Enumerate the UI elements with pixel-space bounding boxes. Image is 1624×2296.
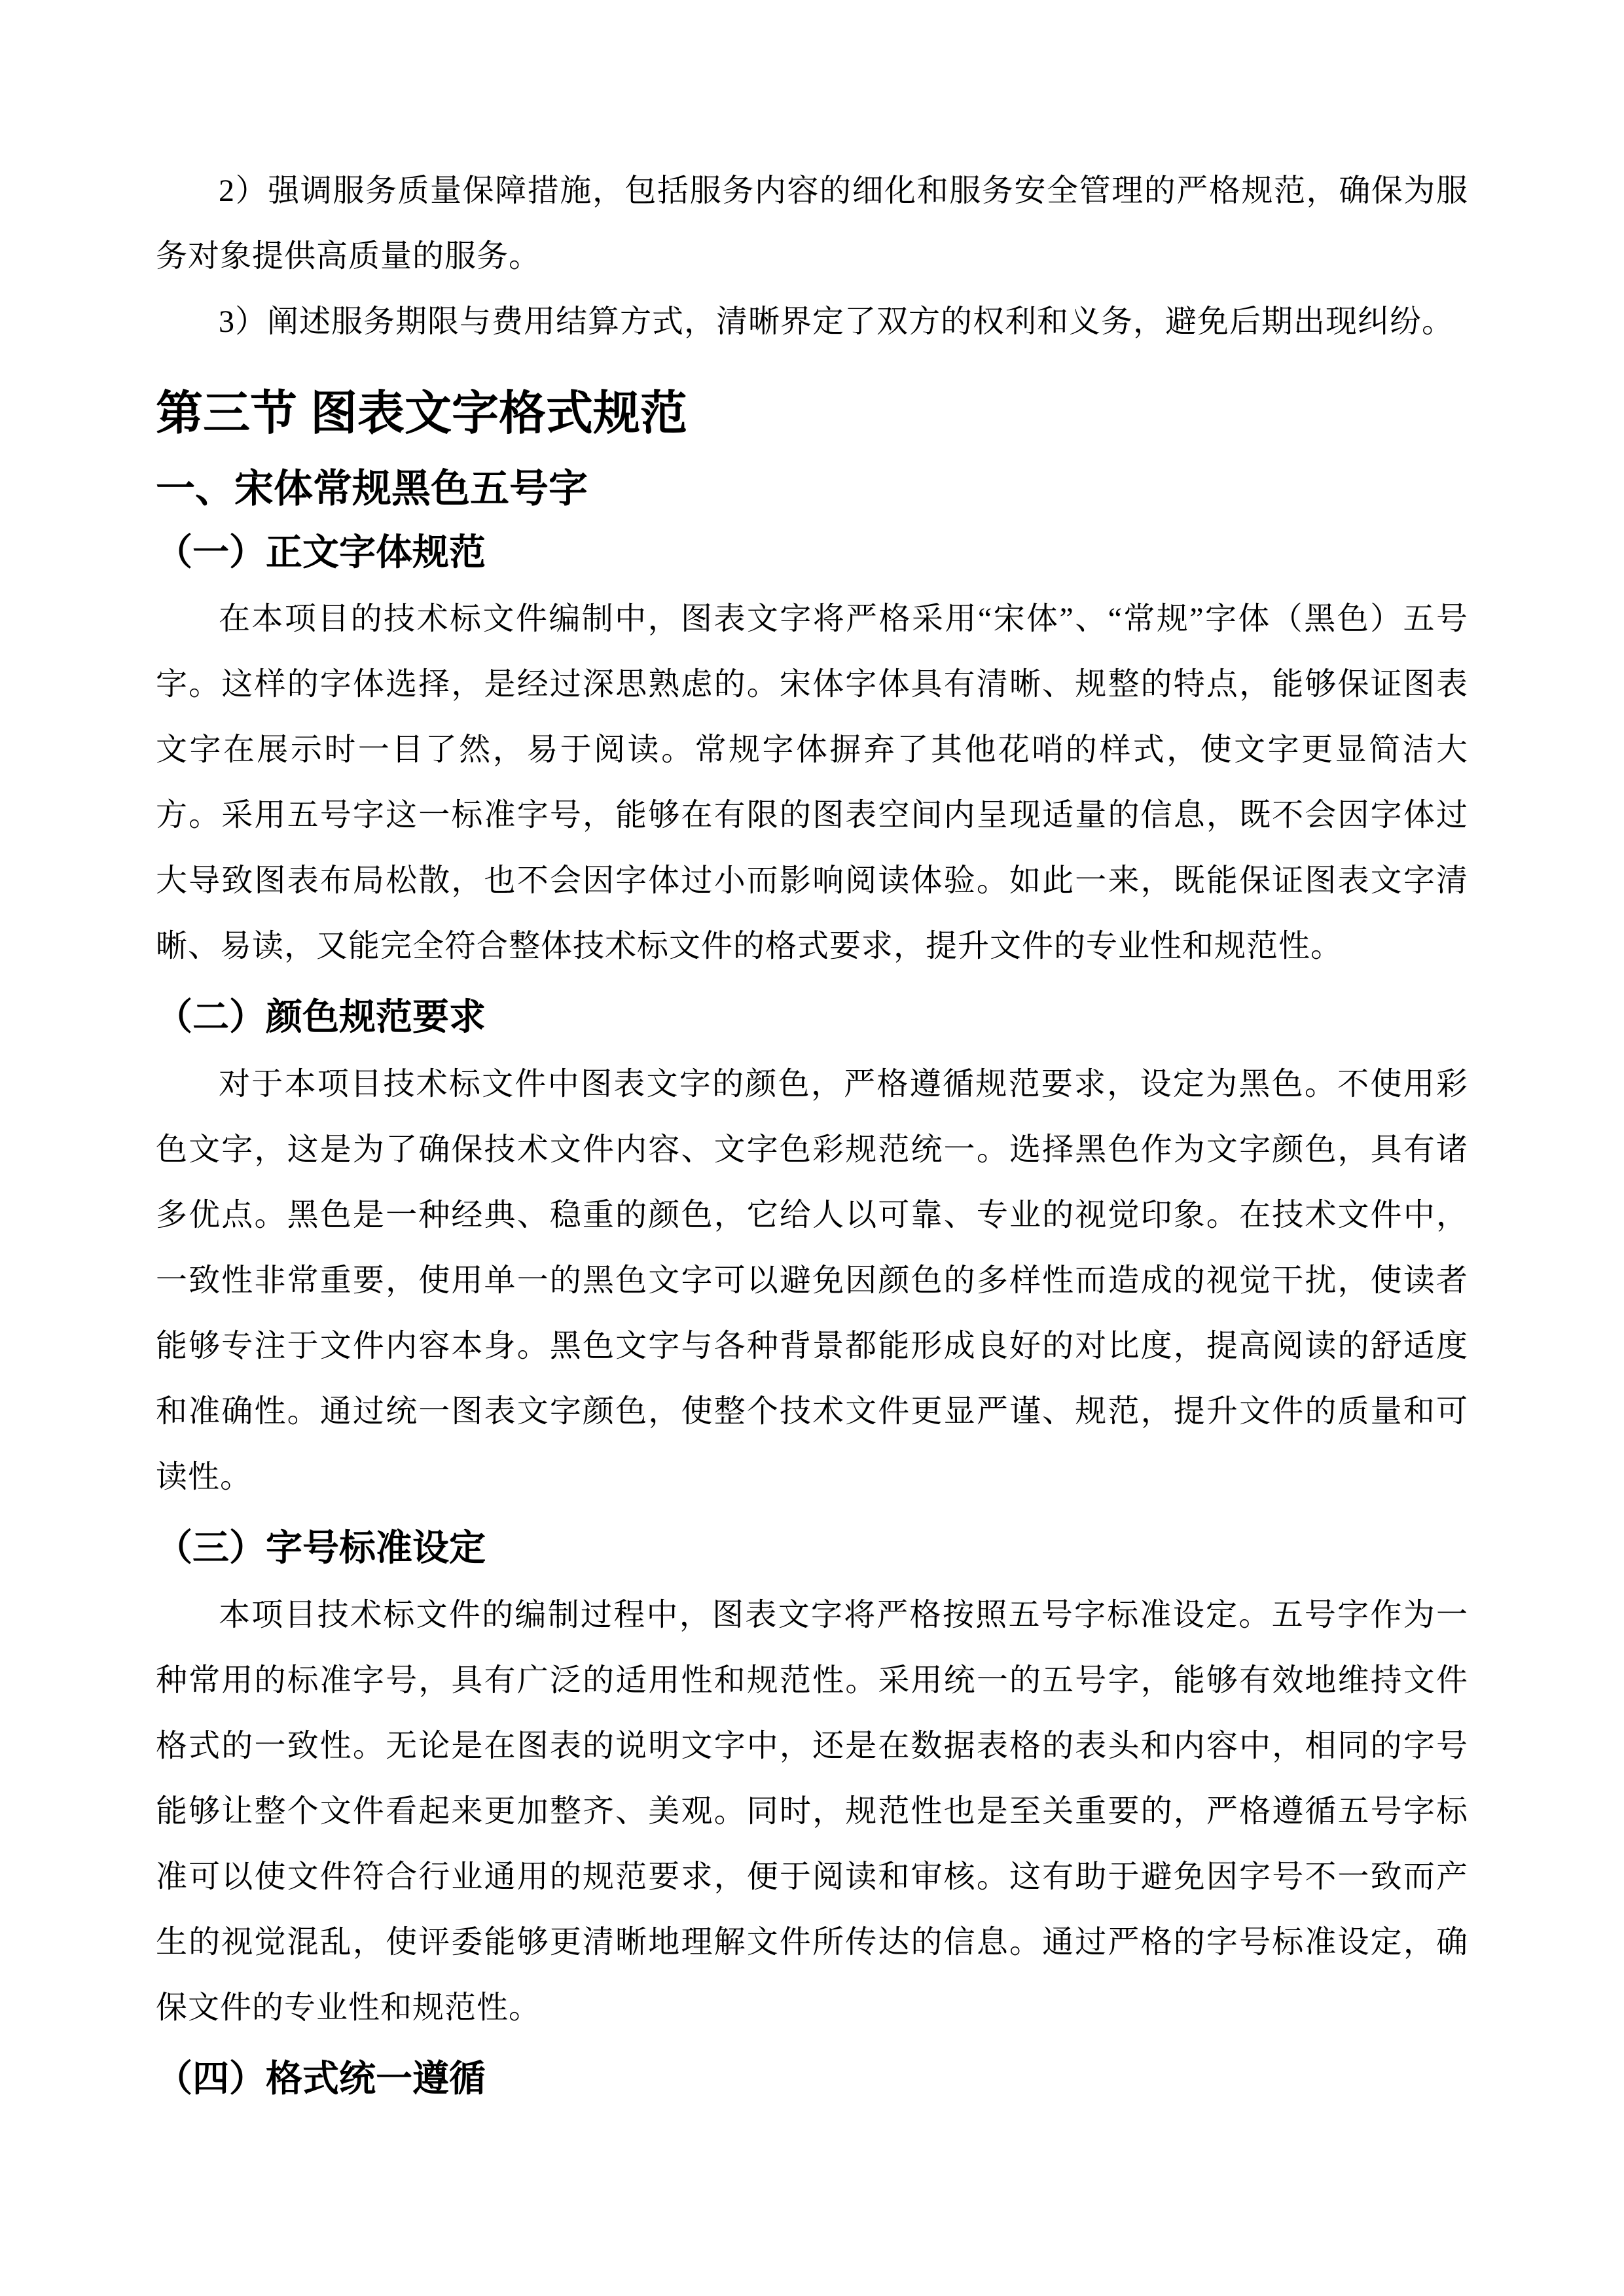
clause-1-body: 在本项目的技术标文件编制中，图表文字将严格采用“宋体”、“常规”字体（黑色）五号字。这样的字体选择，是经过深思熟虑的。宋体字体具有清晰、规整的特点，能够保证图表文字在展示时一目了然，易于阅读。常规字体摒弃了其他花哨的样式，使文字更显简洁大方。采用五号字这一标准字号，能够在有限的图表空间内呈现适量的信息，既不会因字体过大导致图表布局松散，也不会因字体过小而影响阅读体验。如此一来，既能保证图表文字清晰、易读，又能完全符合整体技术标文件的格式要求，提升文件的专业性和规范性。 [156,601,1468,964]
clause-4-heading: （四）格式统一遵循 [156,2057,486,2099]
clause-3-body: 本项目技术标文件的编制过程中，图表文字将严格按照五号字标准设定。五号字作为一种常用的标准字号，具有广泛的适用性和规范性。采用统一的五号字，能够有效地维持文件格式的一致性。无论是在图表的说明文字中，还是在数据表格的表头和内容中，相同的字号能够让整个文件看起来更加整齐、美观。同时，规范性也是至关重要的，严格遵循五号字标准可以使文件符合行业通用的规范要求，便于阅读和审核。这有助于避免因字号不一致而产生的视觉混乱，使评委能够更清晰地理解文件所传达的信息。通过严格的字号标准设定，确保文件的专业性和规范性。 [156,1597,1468,2025]
paragraph-item-2: 2）强调服务质量保障措施，包括服务内容的细化和服务安全管理的严格规范，确保为服务对象提供高质量的服务。 [156,173,1468,274]
clause-3-heading: （三）字号标准设定 [156,1527,486,1569]
section-title: 第三节 图表文字格式规范 [156,387,688,440]
paragraph-item-3: 3）阐述服务期限与费用结算方式，清晰界定了双方的权利和义务，避免后期出现纠纷。 [219,304,1454,339]
clause-2-heading: （二）颜色规范要求 [156,996,486,1038]
clause-2-body: 对于本项目技术标文件中图表文字的颜色，严格遵循规范要求，设定为黑色。不使用彩色文字，这是为了确保技术文件内容、文字色彩规范统一。选择黑色作为文字颜色，具有诸多优点。黑色是一种经典、稳重的颜色，它给人以可靠、专业的视觉印象。在技术文件中，一致性非常重要，使用单一的黑色文字可以避免因颜色的多样性而造成的视觉干扰，使读者能够专注于文件内容本身。黑色文字与各种背景都能形成良好的对比度，提高阅读的舒适度和准确性。通过统一图表文字颜色，使整个技术文件更显严谨、规范，提升文件的质量和可读性。 [156,1067,1468,1495]
subsection-title: 一、宋体常规黑色五号字 [156,466,588,511]
clause-1-heading: （一）正文字体规范 [156,531,486,573]
